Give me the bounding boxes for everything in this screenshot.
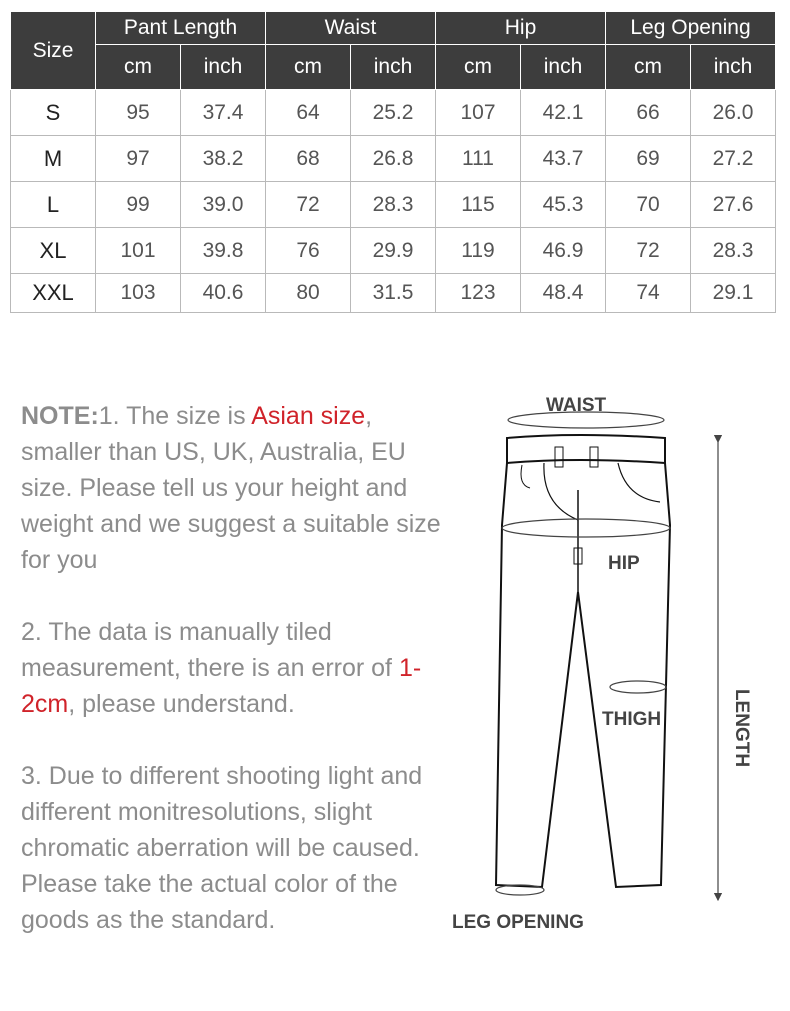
waist-label: WAIST: [546, 395, 607, 416]
error-range-highlight: 1-2cm: [21, 654, 422, 718]
size-cell: S: [11, 90, 96, 136]
measurement-cell: 66: [606, 90, 691, 136]
pant-length-header: Pant Length: [96, 12, 266, 45]
measurement-cell: 39.0: [181, 182, 266, 228]
measurement-cell: 99: [96, 182, 181, 228]
unit-header: cm: [266, 45, 351, 90]
measurement-cell: 115: [436, 182, 521, 228]
waist-header: Waist: [266, 12, 436, 45]
measurement-cell: 76: [266, 228, 351, 274]
measurement-cell: 48.4: [521, 274, 606, 313]
asian-size-highlight: Asian size: [251, 402, 366, 430]
measurement-cell: 95: [96, 90, 181, 136]
measurement-cell: 28.3: [691, 228, 776, 274]
thigh-line: [610, 681, 666, 693]
unit-header: inch: [181, 45, 266, 90]
size-cell: L: [11, 182, 96, 228]
measurement-cell: 68: [266, 136, 351, 182]
measurement-cell: 39.8: [181, 228, 266, 274]
measurement-cell: 107: [436, 90, 521, 136]
measurement-cell: 101: [96, 228, 181, 274]
unit-header: inch: [351, 45, 436, 90]
hip-header: Hip: [436, 12, 606, 45]
measurement-cell: 97: [96, 136, 181, 182]
measurement-cell: 64: [266, 90, 351, 136]
note-3: 3. Due to different shooting light and different monitresolutions, slight chromatic aberration will be caused. Please take the actual color of the goods as the standard.: [21, 762, 423, 934]
table-row: [11, 228, 776, 274]
unit-header: inch: [691, 45, 776, 90]
measurement-arrows: [496, 412, 718, 900]
measurement-cell: 103: [96, 274, 181, 313]
size-cell: XL: [11, 228, 96, 274]
length-label: LENGTH: [731, 688, 752, 768]
table-row: [11, 274, 776, 313]
measurement-cell: 27.6: [691, 182, 776, 228]
unit-header: inch: [521, 45, 606, 90]
measurement-cell: 74: [606, 274, 691, 313]
measurement-cell: 69: [606, 136, 691, 182]
measurement-cell: 28.3: [351, 182, 436, 228]
table-row: [11, 90, 776, 136]
note-2-text-b: , please understand.: [68, 690, 295, 718]
note-1-text-b: , smaller than US, UK, Australia, EU size. Please tell us your height and weight and we suggest a suitable size for you: [21, 402, 441, 574]
measurement-cell: 111: [436, 136, 521, 182]
measurement-cell: 70: [606, 182, 691, 228]
measurement-cell: 26.0: [691, 90, 776, 136]
unit-header: cm: [96, 45, 181, 90]
size-cell: XXL: [11, 274, 96, 313]
note-2-text-a: 2. The data is manually tiled measurement, there is an error of: [21, 618, 399, 682]
measurement-cell: 26.8: [351, 136, 436, 182]
measurement-cell: 29.1: [691, 274, 776, 313]
measurement-cell: 80: [266, 274, 351, 313]
measurement-cell: 72: [606, 228, 691, 274]
note-1: [21, 398, 451, 578]
table-row: [11, 182, 776, 228]
size-chart-table: [10, 11, 776, 313]
measurement-cell: 45.3: [521, 182, 606, 228]
measurement-cell: 38.2: [181, 136, 266, 182]
thigh-label: THIGH: [602, 709, 662, 730]
notes-block: [21, 398, 451, 974]
measurement-cell: 40.6: [181, 274, 266, 313]
measurement-cell: 119: [436, 228, 521, 274]
pants-outline: [496, 435, 670, 887]
size-cell: M: [11, 136, 96, 182]
unit-header: cm: [436, 45, 521, 90]
measurement-cell: 72: [266, 182, 351, 228]
measurement-cell: 27.2: [691, 136, 776, 182]
measurement-cell: 123: [436, 274, 521, 313]
note-2: [21, 614, 451, 722]
note-1-text-a: 1. The size is: [98, 402, 252, 430]
measurement-cell: 43.7: [521, 136, 606, 182]
table-row: [11, 136, 776, 182]
hip-label: HIP: [608, 553, 640, 574]
pants-measurement-diagram: [440, 380, 780, 950]
measurement-cell: 31.5: [351, 274, 436, 313]
measurement-cell: 29.9: [351, 228, 436, 274]
hip-line: [502, 519, 670, 537]
unit-header: cm: [606, 45, 691, 90]
leg-opening-label: LEG OPENING: [452, 912, 584, 933]
leg-opening-header: Leg Opening: [606, 12, 776, 45]
note-label: NOTE:: [21, 402, 99, 430]
measurement-cell: 37.4: [181, 90, 266, 136]
measurement-cell: 25.2: [351, 90, 436, 136]
size-header: Size: [11, 12, 96, 90]
measurement-cell: 42.1: [521, 90, 606, 136]
measurement-cell: 46.9: [521, 228, 606, 274]
